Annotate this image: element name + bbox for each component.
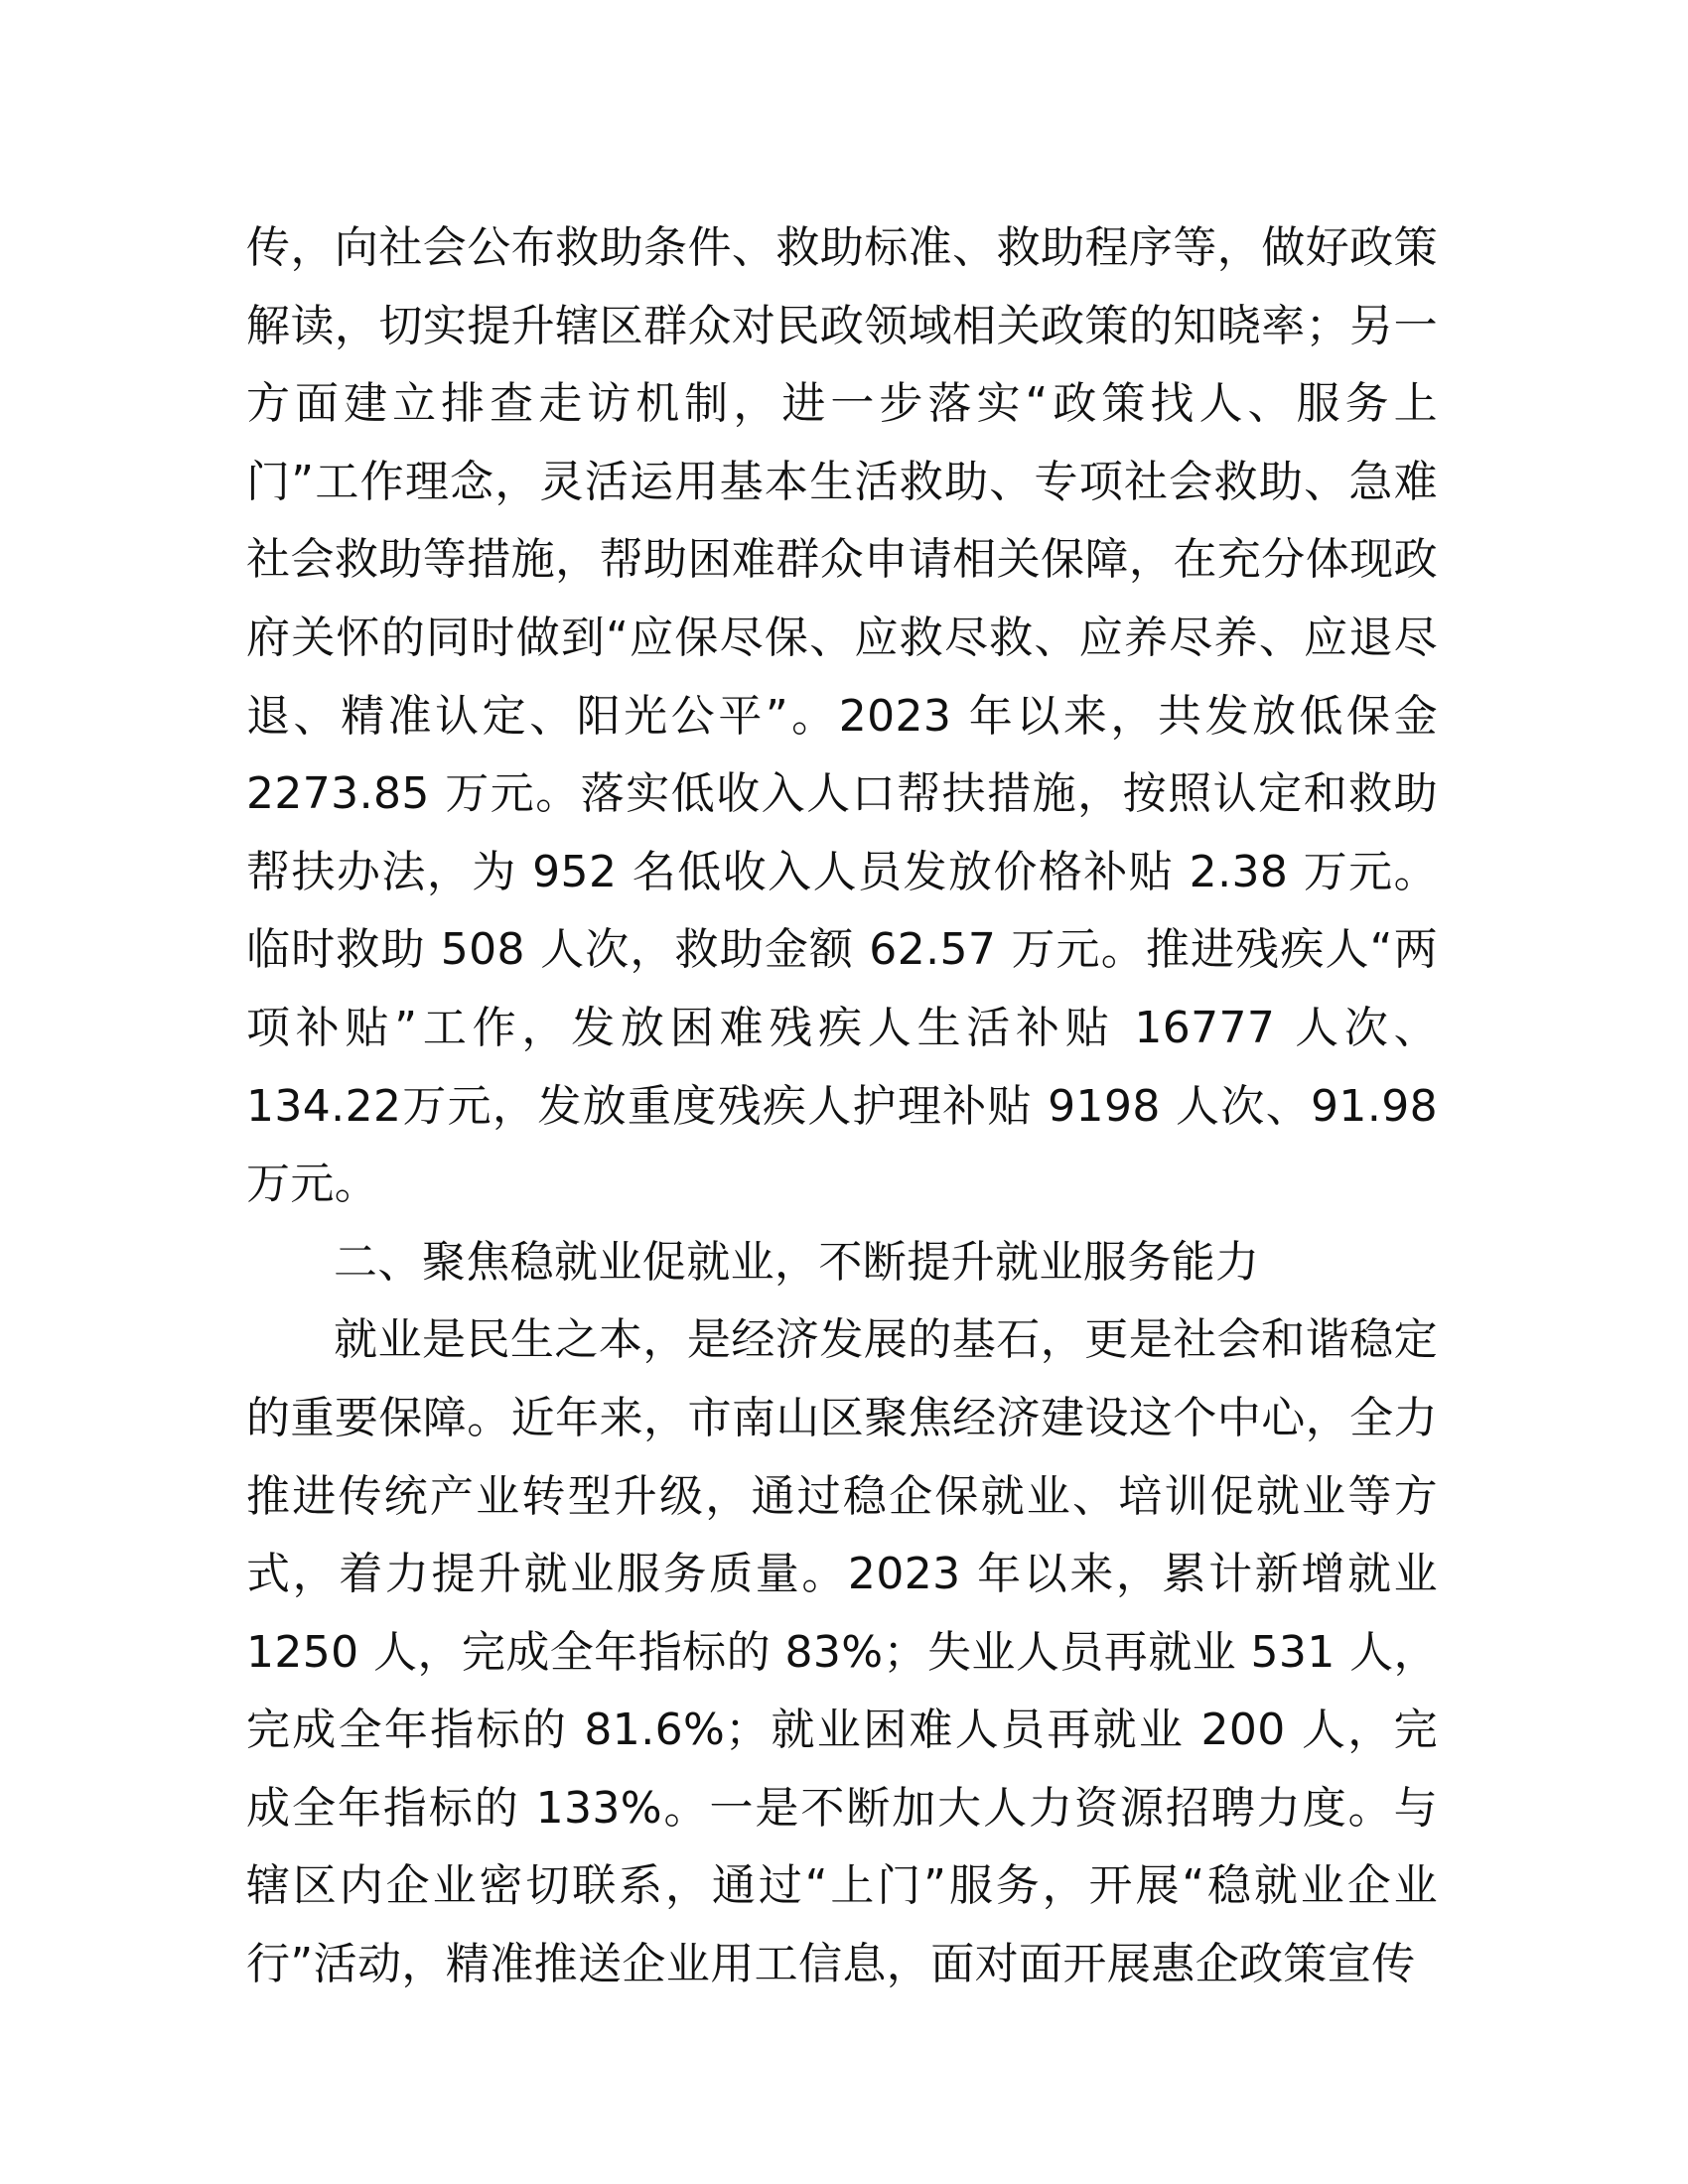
section-heading-employment: 二、聚焦稳就业促就业，不断提升就业服务能力 — [334, 1236, 1260, 1288]
paragraph-employment: 就业是民生之本，是经济发展的基石，更是社会和谐稳定的重要保障。近年来，市南山区聚焦经济建设这个中心，全力推进传统产业转型升级，通过稳企保就业、培训促就业等方式，着力提升就业服务质量。2023 年以来，累计新增就业1250 人，完成全年指标的 83%；失业人员再就业 531 人，完成全年指标的 81.6%；就业困难人员再就业 200 人，完成全年指标的 133%。一是不断加大人力资源招聘力度。与辖区内企业密切联系，通过“上门”服务，开展“稳就业企业行”活动，精准推送企业用工信息，面对面开展惠企政策宣传 — [246, 1314, 1438, 1990]
document-body — [246, 209, 1438, 2004]
paragraph-social-assistance: 传，向社会公布救助条件、救助标准、救助程序等，做好政策解读，切实提升辖区群众对民政领域相关政策的知晓率；另一方面建立排查走访机制，进一步落实“政策找人、服务上门”工作理念，灵活运用基本生活救助、专项社会救助、急难社会救助等措施，帮助困难群众申请相关保障，在充分体现政府关怀的同时做到“应保尽保、应救尽救、应养尽养、应退尽退、精准认定、阳光公平”。2023 年以来，共发放低保金2273.85 万元。落实低收入人口帮扶措施，按照认定和救助帮扶办法，为 952 名低收入人员发放价格补贴 2.38 万元。临时救助 508 人次，救助金额 62.57 万元。推进残疾人“两项补贴”工作，发放困难残疾人生活补贴 16777 人次、134.22万元，发放重度残疾人护理补贴 9198 人次、91.98 万元。 — [246, 222, 1438, 1210]
